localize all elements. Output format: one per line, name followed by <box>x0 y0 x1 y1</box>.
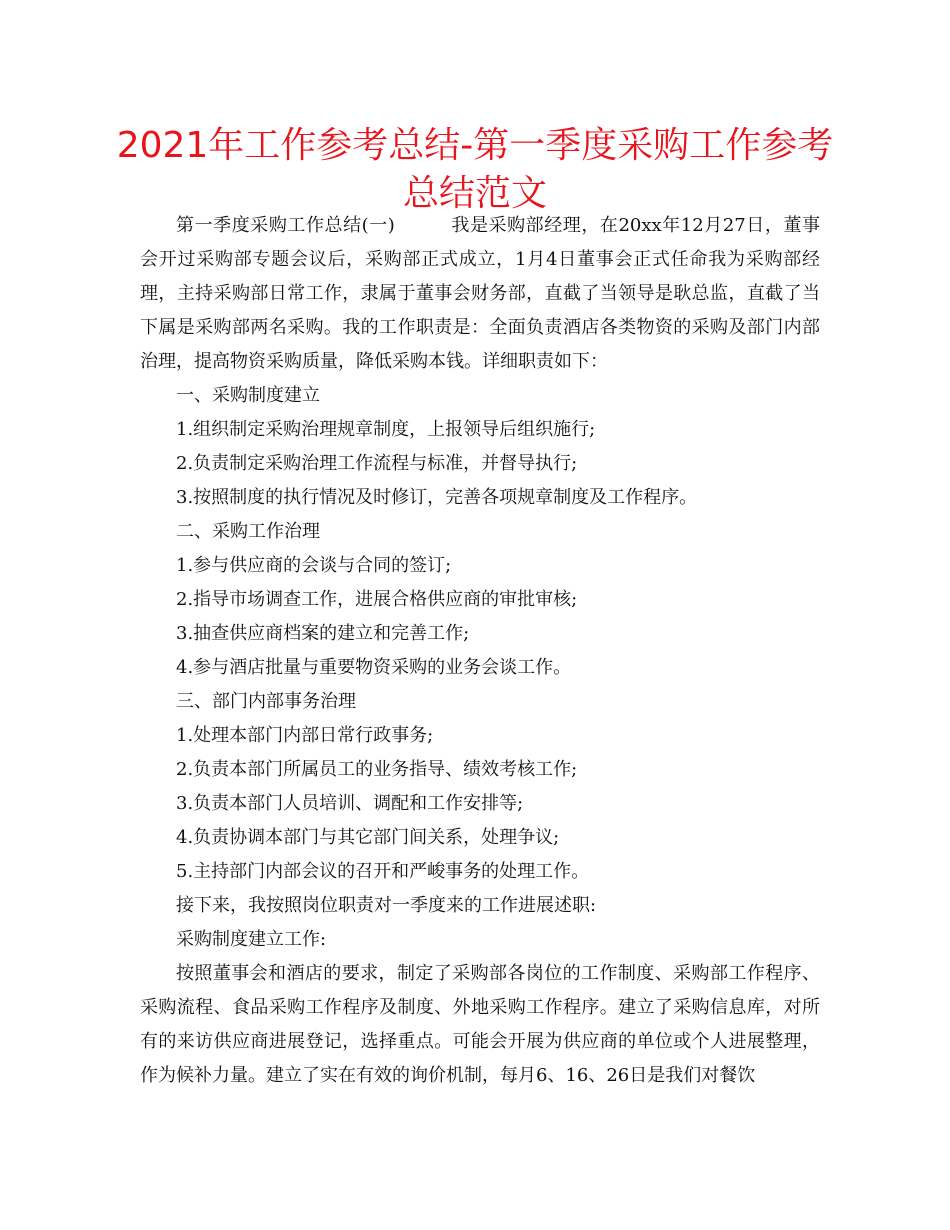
body-line: 采购制度建立工作: <box>176 929 327 950</box>
body-line: 1.处理本部门内部日常行政事务; <box>176 725 434 746</box>
body-line: 3.抽查供应商档案的建立和完善工作; <box>176 623 470 644</box>
body-line: 2.负责本部门所属员工的业务指导、绩效考核工作; <box>176 759 578 780</box>
body-line: 3.按照制度的执行情况及时修订，完善各项规章制度及工作程序。 <box>176 487 698 508</box>
body-lines <box>140 379 820 957</box>
body-line: 1.组织制定采购治理规章制度，上报领导后组织施行; <box>176 419 596 440</box>
body-line: 2.指导市场调查工作，进展合格供应商的审批审核; <box>176 589 578 610</box>
document-body <box>140 209 820 1093</box>
body-line: 1.参与供应商的会谈与合同的签订; <box>176 555 452 576</box>
intro-paragraph <box>140 209 820 379</box>
intro-text: 我是采购部经理，在20xx年12月27日，董事会开过采购部专题会议后，采购部正式成立，1月4日董事会正式任命我为采购部经理，主持采购部日常工作，隶属于董事会财务部，直截了当领导是耿总监，直截了当下属是采购部两名采购。我的工作职责是：全面负责酒店各类物资的采购及部门内部治理，提高物资采购质量，降低采购本钱。详细职责如下： <box>140 215 821 372</box>
body-line: 接下来，我按照岗位职责对一季度来的工作进展述职: <box>176 895 597 916</box>
body-line: 3.负责本部门人员培训、调配和工作安排等; <box>176 793 524 814</box>
body-line: 4.负责协调本部门与其它部门间关系，处理争议; <box>176 827 560 848</box>
final-paragraph: 按照董事会和酒店的要求，制定了采购部各岗位的工作制度、采购部工作程序、采购流程、食品采购工作程序及制度、外地采购工作程序。建立了采购信息库，对所有的来访供应商进展登记，选择重点。可能会开展为供应商的单位或个人进展整理，作为候补力量。建立了实在有效的询价机制，每月6、16、26日是我们对餐饮 <box>140 963 820 1086</box>
body-line: 2.负责制定采购治理工作流程与标准，并督导执行; <box>176 453 578 474</box>
body-line: 二、采购工作治理 <box>176 521 320 542</box>
body-line: 4.参与酒店批量与重要物资采购的业务会谈工作。 <box>176 657 572 678</box>
body-line: 三、部门内部事务治理 <box>176 691 356 712</box>
intro-heading: 第一季度采购工作总结(一) <box>176 215 395 236</box>
body-line: 5.主持部门内部会议的召开和严峻事务的处理工作。 <box>176 861 590 882</box>
body-line: 一、采购制度建立 <box>176 385 320 406</box>
document-title: 2021年工作参考总结-第一季度采购工作参考总结范文 <box>116 125 834 214</box>
